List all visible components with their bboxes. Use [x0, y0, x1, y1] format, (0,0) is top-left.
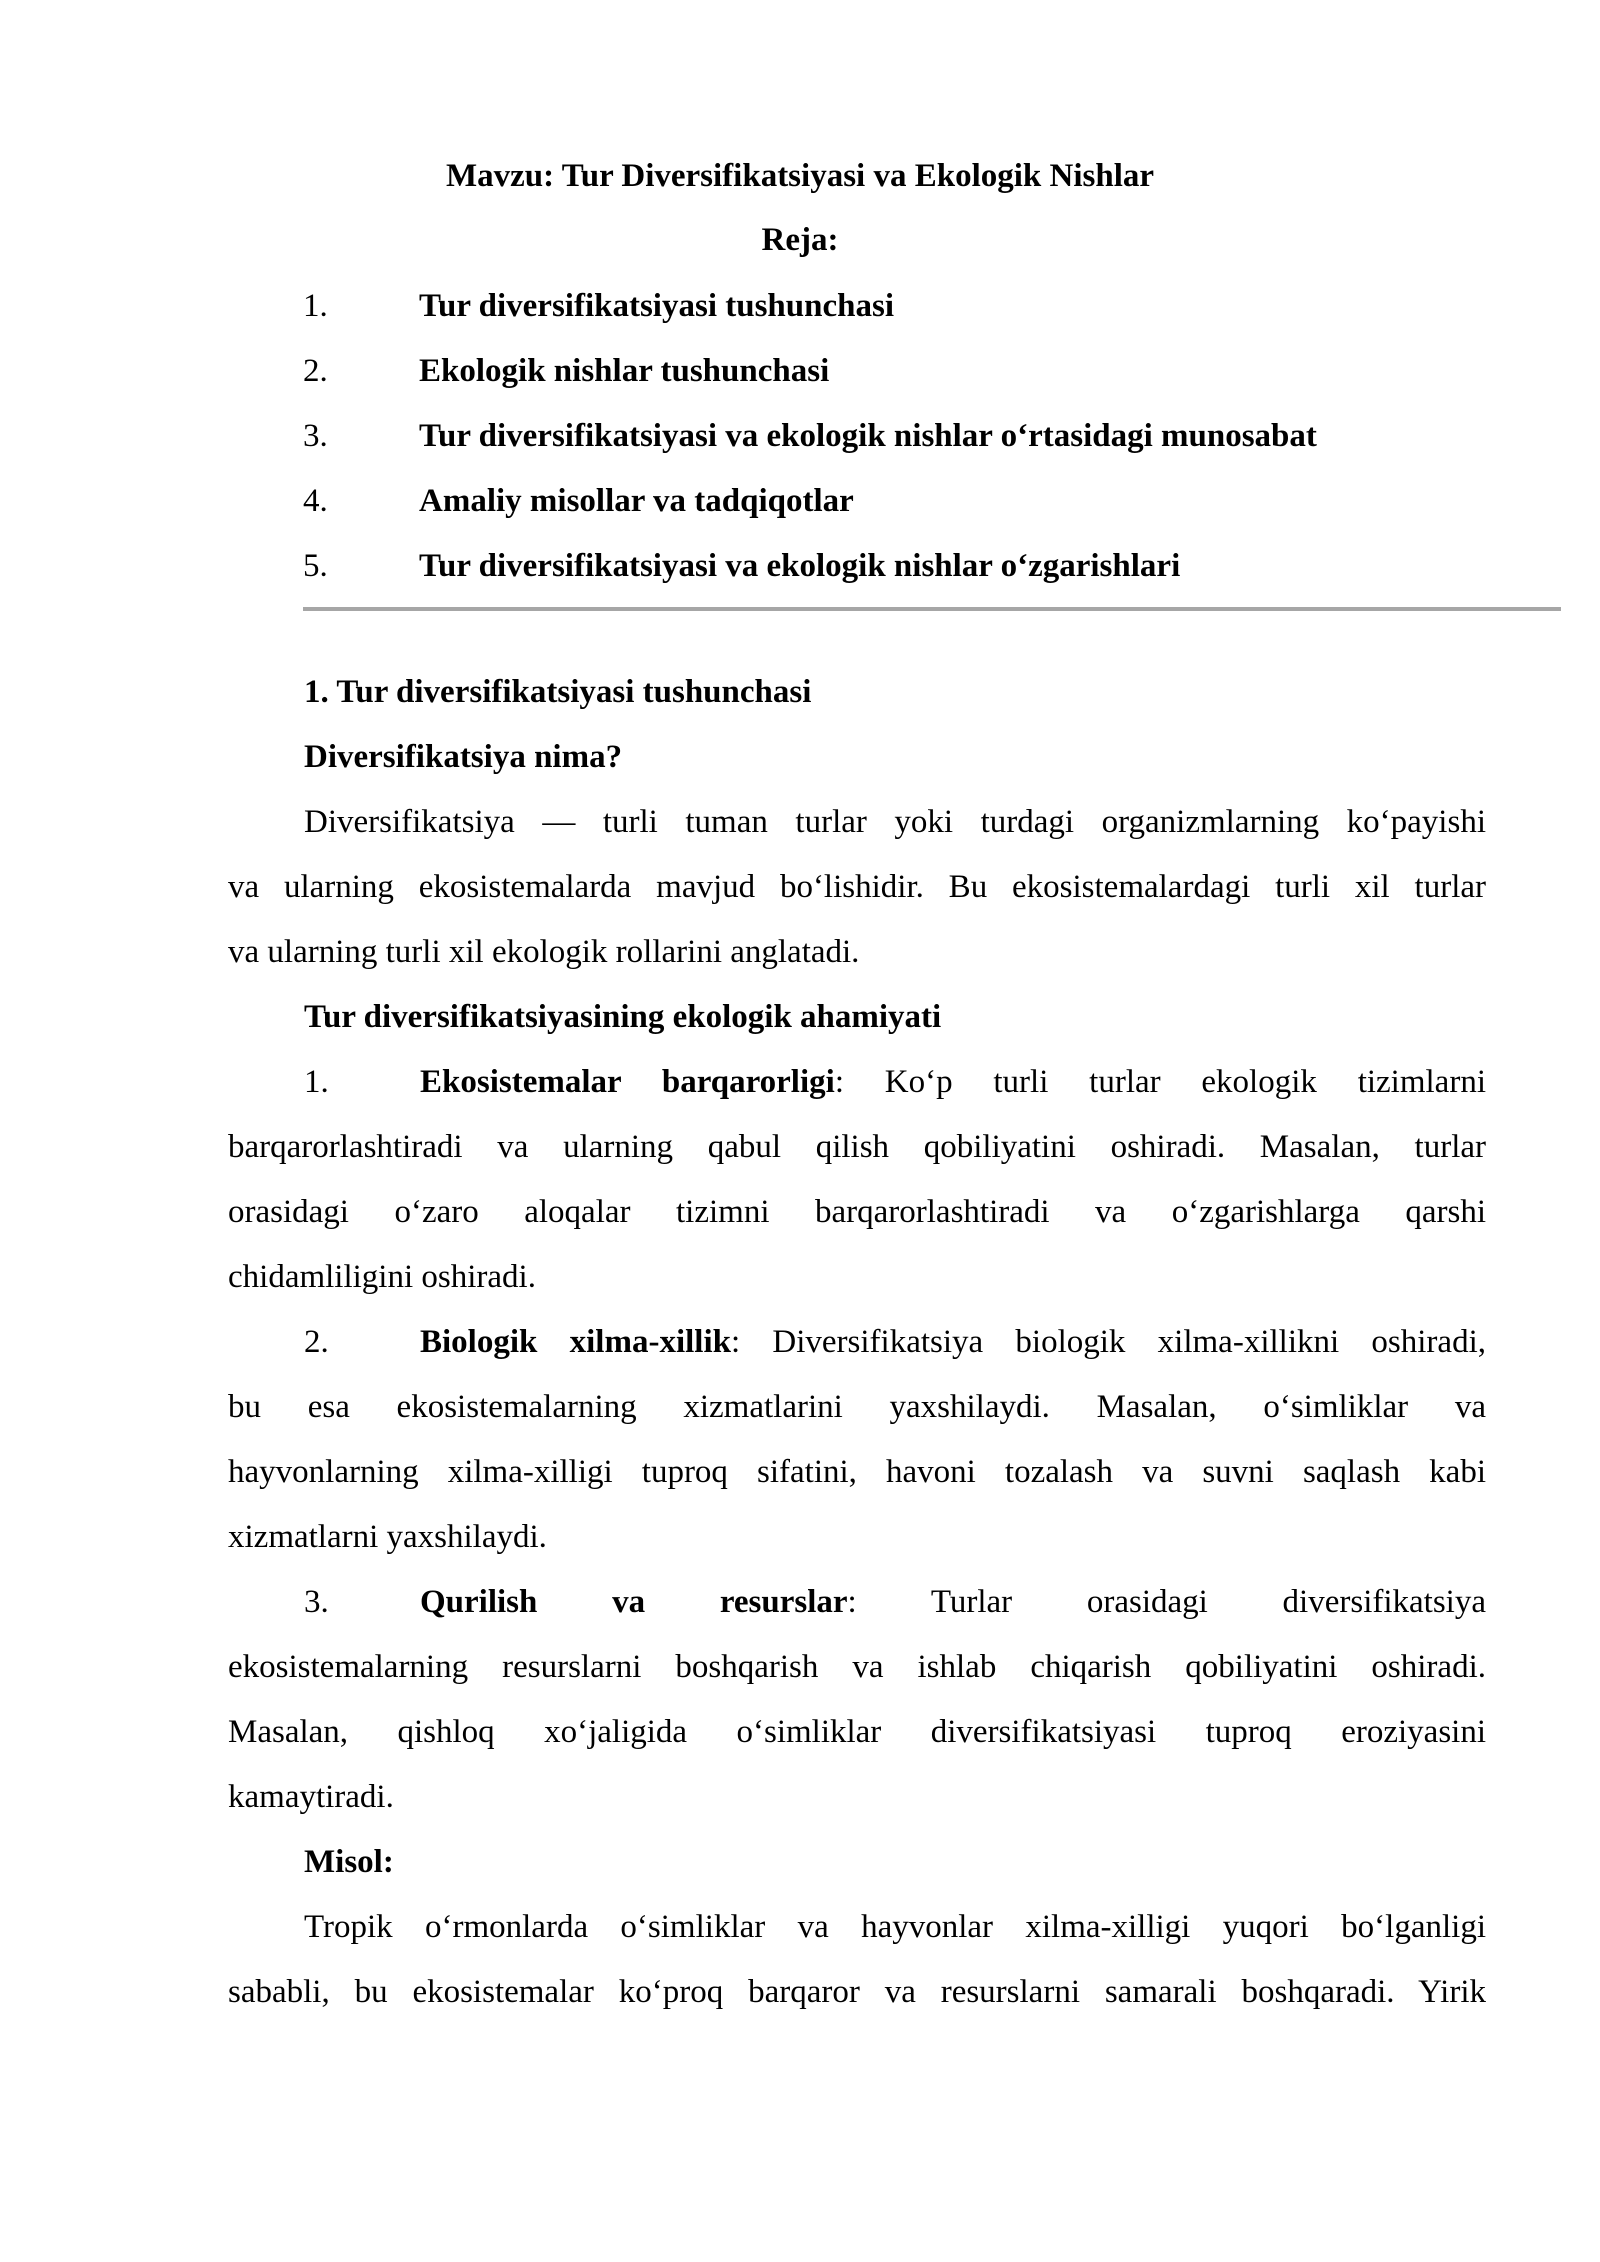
- point-line: chidamliligini oshiradi.: [228, 1259, 536, 1295]
- point-text: : Ko‘p turli turlar ekologik tizimlarni: [834, 1064, 1486, 1100]
- plan-item-number: 1.: [303, 288, 328, 324]
- example-line: sababli, bu ekosistemalar ko‘proq barqaror va resurslarni samarali boshqaradi. Yirik: [228, 1974, 1486, 2010]
- paragraph-line: Diversifikatsiya — turli tuman turlar yoki turdagi organizmlarning ko‘payishi: [304, 804, 1486, 840]
- point-term: Qurilish va resurslar: [420, 1584, 848, 1620]
- point-text: : Turlar orasidagi diversifikatsiya: [847, 1584, 1486, 1620]
- plan-item-number: 5.: [303, 548, 328, 584]
- point-line: Masalan, qishloq xo‘jaligida o‘simliklar diversifikatsiyasi tuproq eroziyasini: [228, 1714, 1486, 1750]
- point-line: barqarorlashtiradi va ularning qabul qilish qobiliyatini oshiradi. Masalan, turlar: [228, 1129, 1486, 1165]
- horizontal-divider: [303, 607, 1561, 611]
- point-line: bu esa ekosistemalarning xizmatlarini yaxshilaydi. Masalan, o‘simliklar va: [228, 1389, 1486, 1425]
- point-first-line: [228, 1574, 1486, 1639]
- point-term: Biologik xilma-xillik: [420, 1324, 731, 1360]
- document-body: [228, 664, 1486, 2029]
- point-number: 2.: [304, 1324, 329, 1360]
- point-number: 1.: [304, 1064, 329, 1100]
- plan-item-text: Tur diversifikatsiyasi va ekologik nishlar o‘rtasidagi munosabat: [419, 418, 1317, 454]
- title-block: [0, 148, 1600, 268]
- plan-item-text: Ekologik nishlar tushunchasi: [419, 353, 830, 389]
- subheading-importance: Tur diversifikatsiyasining ekologik ahamiyati: [304, 999, 942, 1035]
- plan-item-number: 3.: [303, 418, 328, 454]
- point-first-line: [228, 1054, 1486, 1119]
- point-first-line: [228, 1314, 1486, 1379]
- example-label: Misol:: [304, 1844, 394, 1880]
- paragraph-line: va ularning ekosistemalarda mavjud bo‘lishidir. Bu ekosistemalardagi turli xil turlar: [228, 869, 1486, 905]
- plan-item: [303, 278, 1483, 343]
- plan-item: [303, 408, 1483, 473]
- point-line: kamaytiradi.: [228, 1779, 394, 1815]
- plan-item: [303, 538, 1483, 603]
- plan-item-number: 2.: [303, 353, 328, 389]
- point-text: : Diversifikatsiya biologik xilma-xillikni oshiradi,: [730, 1324, 1486, 1360]
- plan-item-text: Tur diversifikatsiyasi tushunchasi: [419, 288, 894, 324]
- point-line: ekosistemalarning resurslarni boshqarish va ishlab chiqarish qobiliyatini oshiradi.: [228, 1649, 1486, 1685]
- paragraph-line: va ularning turli xil ekologik rollarini anglatadi.: [228, 934, 860, 970]
- point-term: Ekosistemalar barqarorligi: [420, 1064, 835, 1100]
- plan-item-text: Tur diversifikatsiyasi va ekologik nishlar o‘zgarishlari: [419, 548, 1181, 584]
- plan-item: [303, 343, 1483, 408]
- plan-list: [303, 278, 1483, 603]
- point-line: hayvonlarning xilma-xilligi tuproq sifatini, havoni tozalash va suvni saqlash kabi: [228, 1454, 1486, 1490]
- plan-item-number: 4.: [303, 483, 328, 519]
- point-number: 3.: [304, 1584, 329, 1620]
- example-line: Tropik o‘rmonlarda o‘simliklar va hayvonlar xilma-xilligi yuqori bo‘lganligi: [304, 1909, 1486, 1945]
- plan-item: [303, 473, 1483, 538]
- point-line: xizmatlarni yaxshilaydi.: [228, 1519, 547, 1555]
- plan-label: Reja:: [761, 222, 839, 258]
- document-title: Mavzu: Tur Diversifikatsiyasi va Ekologik Nishlar: [445, 158, 1155, 194]
- subheading-what: Diversifikatsiya nima?: [304, 739, 623, 775]
- point-line: orasidagi o‘zaro aloqalar tizimni barqarorlashtiradi va o‘zgarishlarga qarshi: [228, 1194, 1486, 1230]
- plan-item-text: Amaliy misollar va tadqiqotlar: [419, 483, 854, 519]
- section-heading: 1. Tur diversifikatsiyasi tushunchasi: [304, 674, 812, 710]
